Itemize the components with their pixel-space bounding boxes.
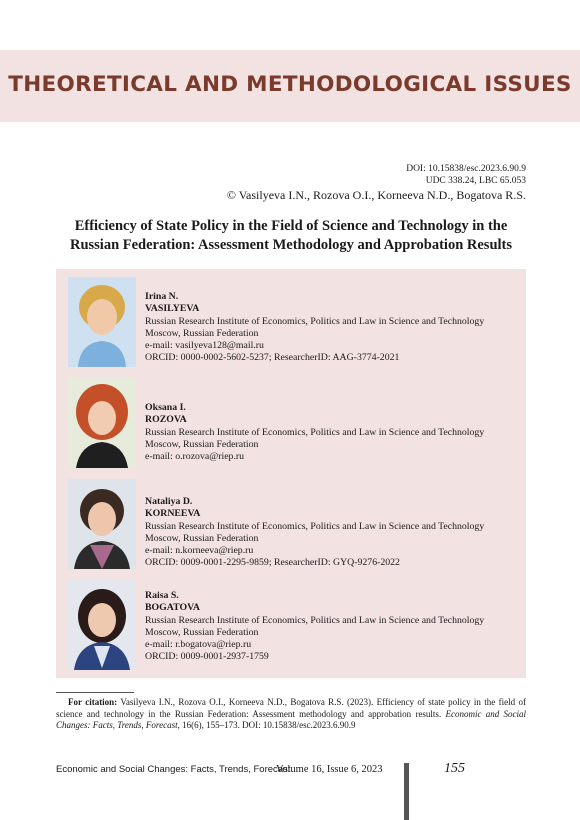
author-location: Moscow, Russian Federation [145,438,259,450]
author-first-name: Raisa S. [145,590,179,601]
author-last-name: ROZOVA [145,414,187,426]
author-photo [68,378,136,468]
article-title: Efficiency of State Policy in the Field of Science and Technology in the Russian Federation: Assessment Methodology and Approbation Results [69,218,513,253]
author-location: Moscow, Russian Federation [145,626,259,638]
author-card [56,272,526,367]
doi: DOI: 10.15838/esc.2023.6.90.9 [406,164,526,174]
footer-divider-bar [404,763,409,820]
citation-footnote [56,697,526,732]
author-card [56,474,526,569]
author-last-name: VASILYEVA [145,303,200,315]
page-number: 155 [444,761,465,776]
footnote-divider [56,692,134,693]
author-card [56,373,526,468]
author-location: Moscow, Russian Federation [145,327,259,339]
author-card [56,575,526,670]
footer-volume: Volume 16, Issue 6, 2023 [276,764,383,775]
copyright-line: © Vasilyeva I.N., Rozova O.I., Korneeva N.D., Bogatova R.S. [226,188,526,202]
author-affiliation: Russian Research Institute of Economics, Politics and Law in Science and Technology [145,426,485,438]
author-last-name: KORNEEVA [145,508,201,520]
author-info [145,402,484,463]
citation-label: For citation: [68,697,118,707]
author-info [145,291,484,365]
author-ids: ORCID: 0009-0001-2937-1759 [145,651,269,663]
author-first-name: Oksana I. [145,402,186,413]
author-first-name: Irina N. [145,291,179,302]
author-photo [68,479,136,569]
author-info [145,496,484,570]
author-affiliation: Russian Research Institute of Economics, Politics and Law in Science and Technology [145,315,485,327]
author-ids: ORCID: 0009-0001-2295-9859; ResearcherID: GYQ-9276-2022 [145,557,400,569]
author-affiliation: Russian Research Institute of Economics, Politics and Law in Science and Technology [145,614,485,626]
citation-text: Vasilyeva I.N., Rozova O.I., Korneeva N.D., Bogatova R.S. (2023). Efficiency of state policy in the field of science and technology in the Russian Federation: Assessment methodology and approbation results. [56,697,527,719]
author-email[interactable]: e-mail: o.rozova@riep.ru [145,451,245,463]
authors-panel [56,269,526,678]
footer-journal: Economic and Social Changes: Facts, Trends, Forecast [56,764,291,775]
author-email[interactable]: e-mail: n.korneeva@riep.ru [145,545,254,557]
author-last-name: BOGATOVA [145,602,200,614]
author-photo [68,277,136,367]
udc: UDC 338.24, LBC 65.053 [425,176,526,186]
author-email[interactable]: e-mail: vasilyeva128@mail.ru [145,340,264,352]
citation-journal: Economic and Social Changes: Facts, Trends, Forecast [56,708,527,730]
author-email[interactable]: e-mail: r.bogatova@riep.ru [145,639,252,651]
author-ids: ORCID: 0000-0002-5602-5237; ResearcherID: AAG-3774-2021 [145,352,400,364]
author-first-name: Nataliya D. [145,496,193,507]
citation-tail: , 16(6), 155–173. DOI: 10.15838/esc.2023.6.90.9 [177,720,356,730]
section-title: THEORETICAL AND METHODOLOGICAL ISSUES [8,72,572,97]
author-info [145,590,484,664]
author-photo [68,580,136,670]
author-affiliation: Russian Research Institute of Economics, Politics and Law in Science and Technology [145,520,485,532]
author-location: Moscow, Russian Federation [145,532,259,544]
